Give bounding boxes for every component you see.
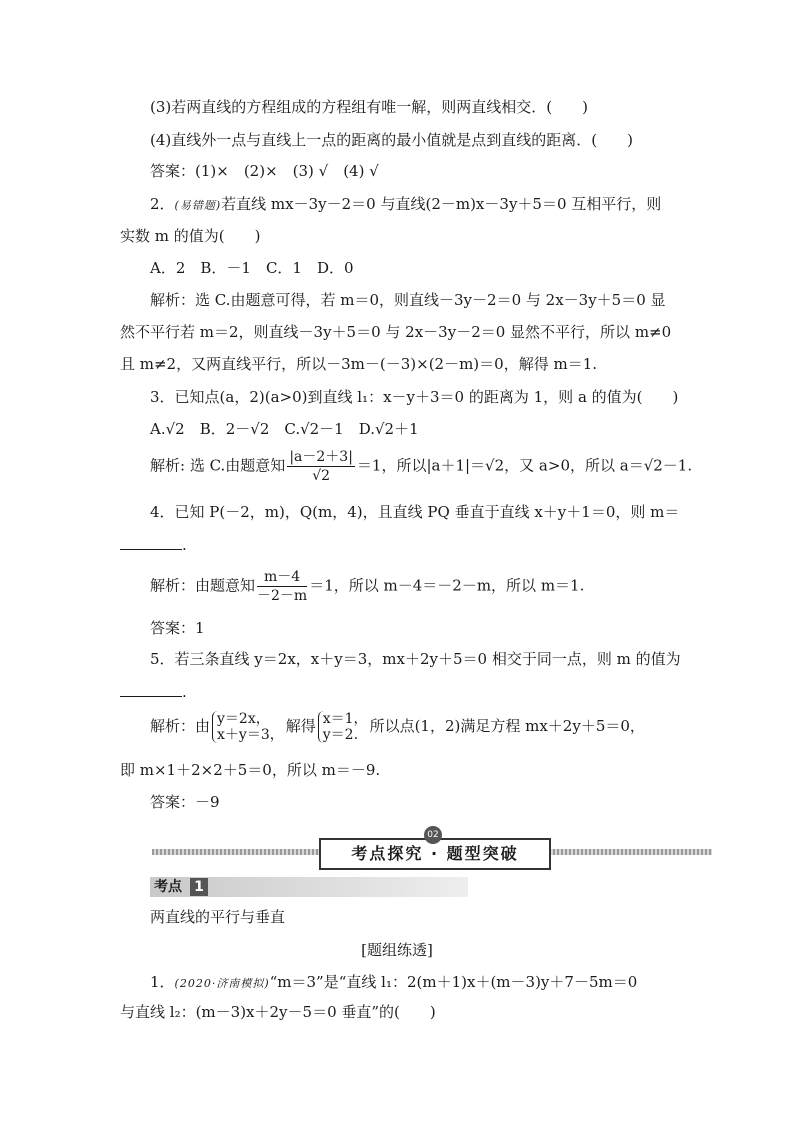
- question-3-fraction: [287, 448, 355, 485]
- subheading: [题组练透]: [361, 941, 433, 959]
- question-3-options: A.√2 B．2－√2 C.√2－1 D.√2＋1: [150, 420, 419, 438]
- question-2-tag: (易错题): [174, 199, 222, 212]
- banner-title: 考点探究 · 题型突破: [319, 838, 551, 870]
- question-5-solved: 解得: [285, 717, 316, 735]
- period: .: [182, 683, 187, 701]
- answer-blank: [120, 535, 182, 550]
- practice-1: [150, 971, 637, 995]
- system-eq-2: y＝2.: [322, 727, 359, 743]
- banner-rule-right: [549, 849, 712, 855]
- period: .: [182, 536, 187, 554]
- section-banner: [152, 830, 712, 868]
- fraction-denominator: √2: [312, 468, 331, 484]
- question-5-answer: 答案：－9: [150, 793, 220, 811]
- question-5-blank-line: [120, 681, 187, 703]
- topic-header: [150, 877, 468, 897]
- question-3: 3．已知点(a，2)(a>0)到直线 l₁：x－y＋3＝0 的距离为 1，则 a 的值为( ): [150, 388, 679, 406]
- question-2-text-cont: 实数 m 的值为( ): [120, 227, 261, 245]
- system-eq-1: y＝2x，: [217, 711, 270, 727]
- question-5-solution: [150, 711, 645, 743]
- equation-system-1: [212, 711, 284, 743]
- fraction-numerator: m－4: [257, 568, 307, 587]
- fraction-denominator: －2－m: [257, 588, 308, 604]
- question-2-solution-2: 然不平行若 m＝2，则直线－3y＋5＝0 与 2x－3y－2＝0 显然不平行，所以 m≠0: [120, 323, 672, 341]
- question-4: 4．已知 P(－2，m)，Q(m，4)，且直线 PQ 垂直于直线 x＋y＋1＝0，则 m＝: [150, 503, 680, 521]
- question-4-fraction: [257, 568, 307, 605]
- answer-blank: [120, 682, 182, 697]
- question-5-solution-2: 即 m×1＋2×2＋5＝0，所以 m＝－9.: [120, 761, 381, 779]
- fraction-numerator: |a－2＋3|: [289, 449, 353, 465]
- system-eq-2: x＋y＝3，: [217, 727, 284, 743]
- topic-number: 1: [190, 878, 208, 896]
- question-5-solution-lead: 解析：由: [150, 717, 211, 735]
- banner-badge: 02: [424, 826, 442, 844]
- question-3-solution: [150, 448, 692, 485]
- question-3-solution-lead: 解析: 选 C.由题意知: [150, 456, 286, 475]
- question-4-answer: 答案：1: [150, 619, 205, 637]
- question-2-solution-3: 且 m≠2，又两直线平行，所以－3m－(－3)×(2－m)＝0，解得 m＝1.: [120, 355, 598, 373]
- practice-1-text: “m＝3”是“直线 l₁：2(m＋1)x＋(m－3)y＋7－5m＝0: [269, 973, 638, 991]
- question-2-text: 若直线 mx－3y－2＝0 与直线(2－m)x－3y＋5＝0 互相平行，则: [221, 195, 662, 213]
- question-4-solution-rest: ＝1，所以 m－4＝－2－m，所以 m＝1.: [309, 576, 585, 595]
- practice-1-number: 1．: [150, 973, 175, 991]
- question-4-blank-line: [120, 534, 187, 556]
- topic-title: 两直线的平行与垂直: [150, 908, 286, 926]
- question-2: [150, 193, 661, 217]
- question-3-solution-rest: ＝1，所以|a＋1|＝√2，又 a>0，所以 a＝√2－1.: [356, 456, 693, 475]
- question-4-solution-lead: 解析：由题意知: [150, 576, 256, 595]
- statement-4: (4)直线外一点与直线上一点的距离的最小值就是点到直线的距离．( ): [150, 131, 633, 149]
- topic-label: 考点: [154, 879, 182, 895]
- practice-1-tag: (2020·济南模拟): [174, 977, 270, 990]
- question-2-solution-1: 解析：选 C.由题意可得，若 m＝0，则直线－3y－2＝0 与 2x－3y＋5＝0 显: [150, 291, 666, 309]
- practice-1-text-cont: 与直线 l₂：(m－3)x＋2y－5＝0 垂直”的( ): [120, 1003, 436, 1021]
- question-2-options: A．2 B．－1 C．1 D．0: [150, 259, 354, 277]
- question-5-solution-rest: 所以点(1，2)满足方程 mx＋2y＋5＝0，: [369, 717, 645, 735]
- statement-3: (3)若两直线的方程组成的方程组有唯一解，则两直线相交．( ): [150, 98, 588, 116]
- question-2-number: 2．: [150, 195, 175, 213]
- system-eq-1: x＝1，: [322, 711, 368, 727]
- equation-system-2: [318, 711, 368, 743]
- answer-statements: 答案：(1)× (2)× (3) √ (4) √: [150, 162, 379, 180]
- banner-rule-left: [152, 849, 319, 855]
- question-4-solution: [150, 568, 584, 605]
- question-5: 5．若三条直线 y＝2x，x＋y＝3，mx＋2y＋5＝0 相交于同一点，则 m 的值为: [150, 650, 681, 668]
